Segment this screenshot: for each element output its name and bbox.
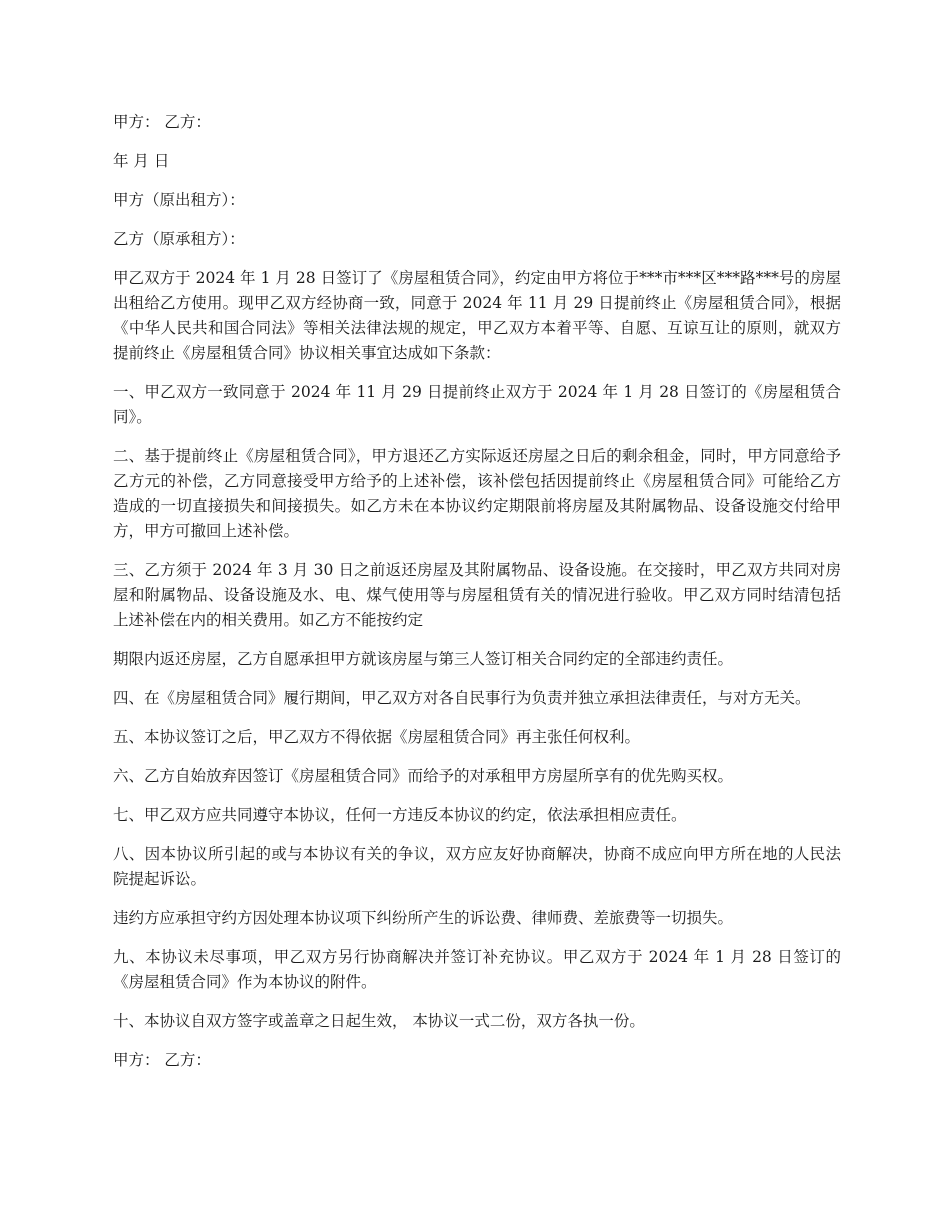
clause-3: 三、乙方须于 2024 年 3 月 30 日之前返还房屋及其附属物品、设备设施。在交接时，甲乙双方共同对房屋和附属物品、设备设施及水、电、煤气使用等与房屋租赁有关的情况进行验收。甲乙双方同时结清包括上述补偿在内的相关费用。如乙方不能按约定 [113, 561, 841, 629]
signature-line-bottom: 甲方： 乙方： [113, 1051, 211, 1069]
clause-2: 二、基于提前终止《房屋租赁合同》，甲方退还乙方实际返还房屋之日后的剩余租金，同时，甲方同意给予乙方元的补偿，乙方同意接受甲方给予的上述补偿，该补偿包括因提前终止《房屋租赁合同》可能给乙方造成的一切直接损失和间接损失。如乙方未在本协议约定期限前将房屋及其附属物品、设备设施交付给甲方，甲方可撤回上述补偿。 [113, 447, 841, 540]
clause-9: 九、本协议未尽事项，甲乙双方另行协商解决并签订补充协议。甲乙双方于 2024 年 1 月 28 日签订的《房屋租赁合同》作为本协议的附件。 [113, 948, 841, 991]
clause-3-continued: 期限内返还房屋，乙方自愿承担甲方就该房屋与第三人签订相关合同约定的全部违约责任。 [113, 650, 734, 668]
date-line: 年 月 日 [113, 152, 170, 170]
preamble-paragraph: 甲乙双方于 2024 年 1 月 28 日签订了《房屋租赁合同》，约定由甲方将位于***市***区***路***号的房屋出租给乙方使用。现甲乙双方经协商一致，同意于 2024 年 11 月 29 日提前终止《房屋租赁合同》，根据《中华人民共和国合同法》等相关法律法规的规定，甲乙双方本着平等、自愿、互谅互让的原则，就双方提前终止《房屋租赁合同》协议相关事宜达成如下条款： [113, 269, 841, 362]
clause-6: 六、乙方自始放弃因签订《房屋租赁合同》而给予的对承租甲方房屋所享有的优先购买权。 [113, 767, 734, 785]
signature-line-top: 甲方： 乙方： [113, 113, 211, 131]
party-a-line: 甲方（原出租方）： [113, 191, 245, 209]
clause-7: 七、甲乙双方应共同遵守本协议，任何一方违反本协议的约定，依法承担相应责任。 [113, 806, 687, 824]
clause-10: 十、本协议自双方签字或盖章之日起生效， 本协议一式二份，双方各执一份。 [113, 1012, 645, 1030]
party-b-line: 乙方（原承租方）： [113, 230, 245, 248]
clause-8-continued: 违约方应承担守约方因处理本协议项下纠纷所产生的诉讼费、律师费、差旅费等一切损失。 [113, 909, 734, 927]
clause-4: 四、在《房屋租赁合同》履行期间，甲乙双方对各自民事行为负责并独立承担法律责任，与对方无关。 [113, 689, 811, 707]
clause-5: 五、本协议签订之后，甲乙双方不得依据《房屋租赁合同》再主张任何权利。 [113, 728, 641, 746]
clause-8: 八、因本协议所引起的或与本协议有关的争议，双方应友好协商解决，协商不成应向甲方所在地的人民法院提起诉讼。 [113, 845, 841, 888]
clause-1: 一、甲乙双方一致同意于 2024 年 11 月 29 日提前终止双方于 2024 年 1 月 28 日签订的《房屋租赁合同》。 [113, 383, 841, 426]
document-page [113, 110, 841, 1087]
